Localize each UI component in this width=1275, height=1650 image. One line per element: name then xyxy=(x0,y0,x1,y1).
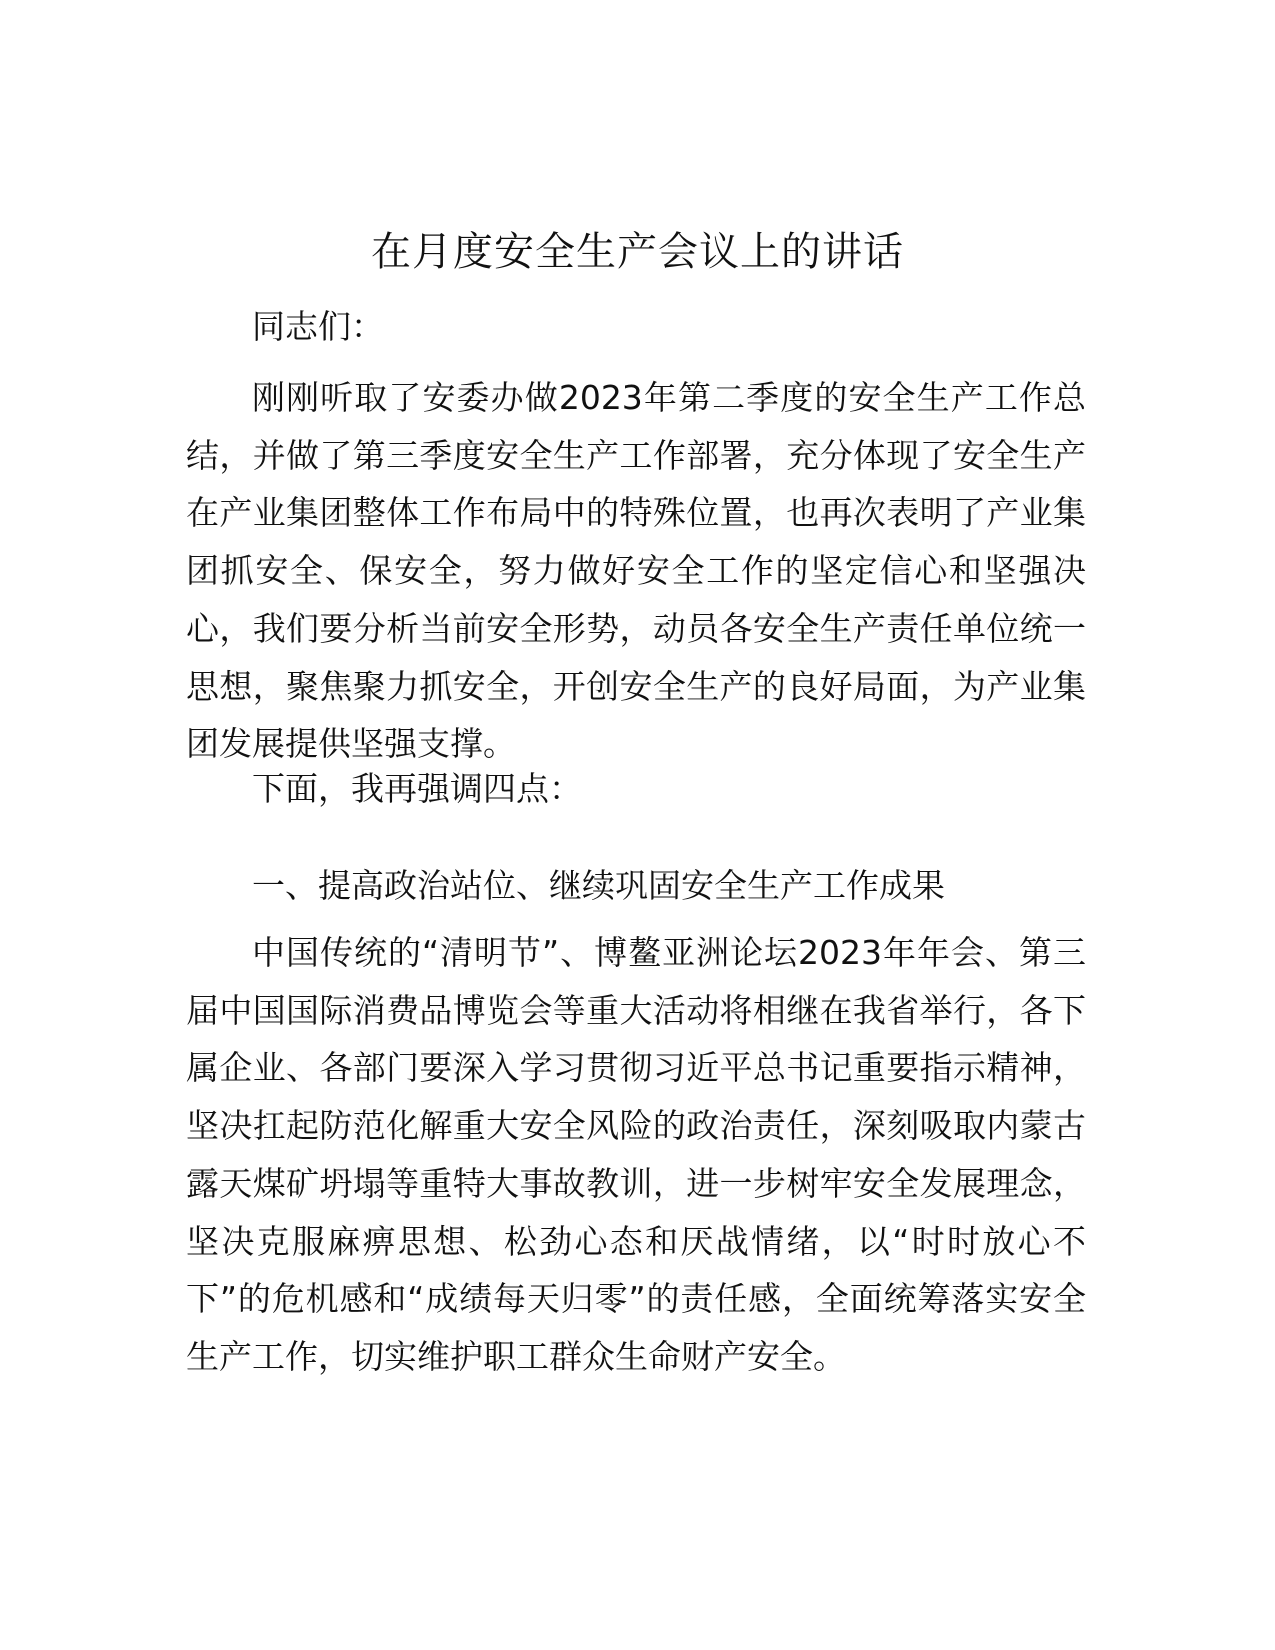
paragraph-transition: 下面，我再强调四点： xyxy=(252,769,582,808)
page-title: 在月度安全生产会议上的讲话 xyxy=(371,229,904,275)
paragraph-section-one: 中国传统的“清明节”、博鳌亚洲论坛2023年年会、第三届中国国际消费品博览会等重大活动将相继在我省举行，各下属企业、各部门要深入学习贯彻习近平总书记重要指示精神，坚决扛起防范化解重大安全风险的政治责任，深刻吸取内蒙古露天煤矿坍塌等重特大事故教训，进一步树牢安全发展理念，坚决克服麻痹思想、松劲心态和厌战情绪，以“时时放心不下”的危机感和“成绩每天归零”的责任感，全面统筹落实安全生产工作，切实维护职工群众生命财产安全。 xyxy=(186,933,1086,1376)
section-heading: 一、提高政治站位、继续巩固安全生产工作成果 xyxy=(252,866,945,905)
paragraph-intro: 刚刚听取了安委办做2023年第二季度的安全生产工作总结，并做了第三季度安全生产工作部署，充分体现了安全生产在产业集团整体工作布局中的特殊位置，也再次表明了产业集团抓安全、保安全，努力做好安全工作的坚定信心和坚强决心，我们要分析当前安全形势，动员各安全生产责任单位统一思想，聚焦聚力抓安全，开创安全生产的良好局面，为产业集团发展提供坚强支撑。 xyxy=(186,378,1086,764)
greeting: 同志们： xyxy=(252,307,384,346)
